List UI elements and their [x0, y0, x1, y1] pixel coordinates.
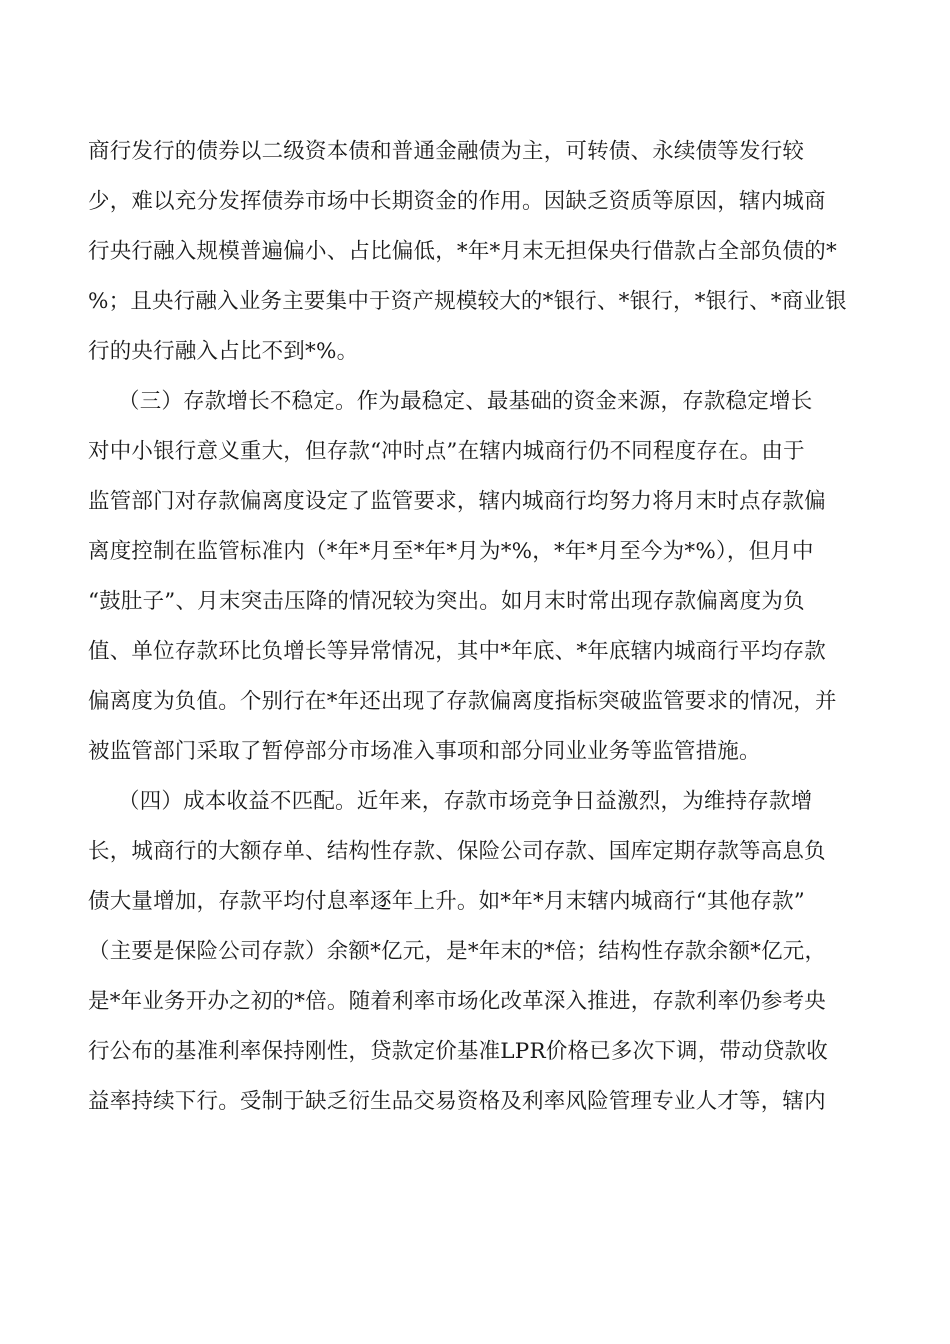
text-line: 商行发行的债券以二级资本债和普通金融债为主，可转债、永续债等发行较: [88, 139, 805, 164]
text-line: 值、单位存款环比负增长等异常情况，其中*年底、*年底辖内城商行平均存款: [88, 639, 827, 664]
text-line: “鼓肚子”、月末突击压降的情况较为突出。如月末时常出现存款偏离度为负: [88, 589, 805, 614]
text-line: 长，城商行的大额存单、结构性存款、保险公司存款、国库定期存款等高息负: [88, 839, 826, 864]
section-heading-line: （三）存款增长不稳定。作为最稳定、最基础的资金来源，存款稳定增长: [118, 389, 813, 414]
text-line: 行公布的基准利率保持刚性，贷款定价基准LPR价格已多次下调，带动贷款收: [88, 1039, 828, 1064]
text-line: 债大量增加，存款平均付息率逐年上升。如*年*月末辖内城商行“其他存款”: [88, 889, 805, 914]
text-line: %；且央行融入业务主要集中于资产规模较大的*银行、*银行，*银行、*商业银: [88, 289, 847, 314]
text-line: 少，难以充分发挥债券市场中长期资金的作用。因缺乏资质等原因，辖内城商: [88, 189, 826, 214]
text-line: 对中小银行意义重大，但存款“冲时点”在辖内城商行仍不同程度存在。由于: [88, 439, 805, 464]
text-line: 是*年业务开办之初的*倍。随着利率市场化改革深入推进，存款利率仍参考央: [88, 989, 827, 1014]
text-line: 益率持续下行。受制于缺乏衍生品交易资格及利率风险管理专业人才等，辖内: [88, 1089, 826, 1114]
section-heading-line: （四）成本收益不匹配。近年来，存款市场竞争日益激烈，为维持存款增: [118, 789, 813, 814]
text-line: 监管部门对存款偏离度设定了监管要求，辖内城商行均努力将月末时点存款偏: [88, 489, 826, 514]
text-line: 行的央行融入占比不到*%。: [88, 339, 359, 364]
text-line: 偏离度为负值。个别行在*年还出现了存款偏离度指标突破监管要求的情况，并: [88, 689, 837, 714]
text-line: 行央行融入规模普遍偏小、占比偏低，*年*月末无担保央行借款占全部负债的*: [88, 239, 837, 264]
text-line: 离度控制在监管标准内（*年*月至*年*月为*%，*年*月至今为*%），但月中: [88, 539, 814, 564]
text-line: 被监管部门采取了暂停部分市场准入事项和部分同业业务等监管措施。: [88, 739, 761, 764]
text-line: （主要是保险公司存款）余额*亿元，是*年末的*倍；结构性存款余额*亿元，: [88, 939, 827, 964]
